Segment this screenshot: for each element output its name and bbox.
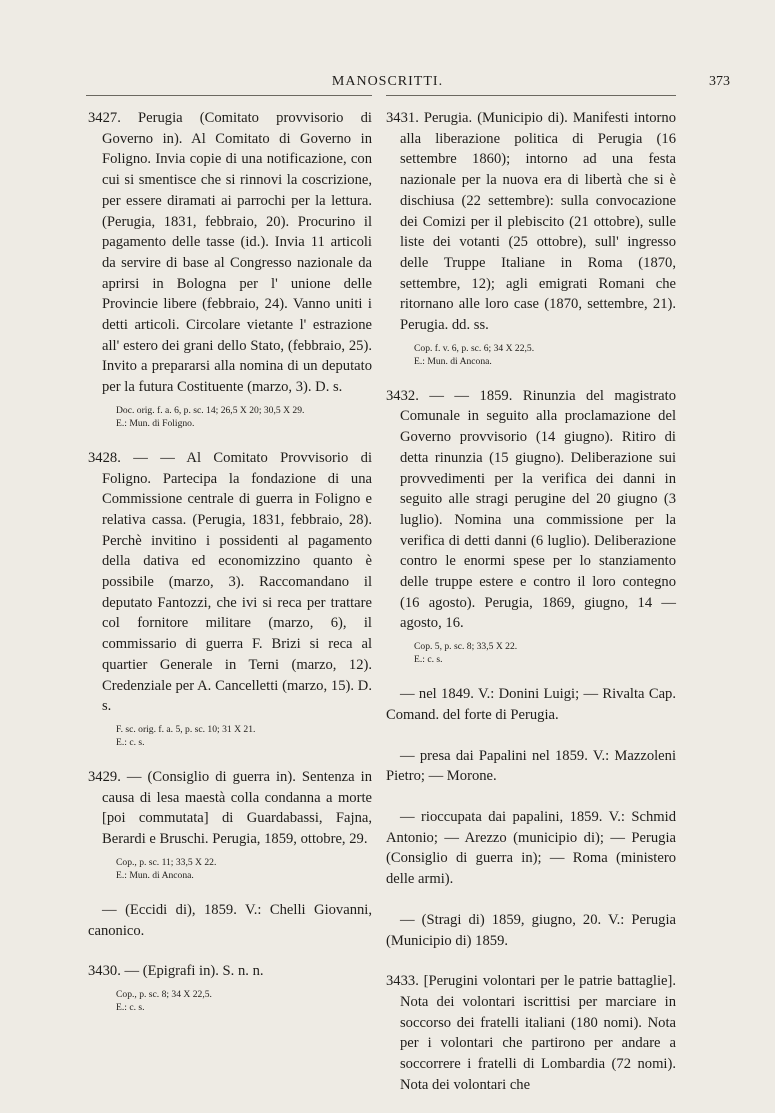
entry-text: 3432. — — 1859. Rinunzia del magistrato Comunale in seguito alla proclamazione del Governo provvisorio (14 giugno). Ritiro di detta rinunzia (15 giugno). Deliberazione sui provvedimenti per la verifica dei danni in seguito alle stragi perugine del 20 giugno (3 luglio). Nomina una commissione per la verifica di detti danni (6 luglio). Deliberazione contro le enormi spese per lo stanziamento delle truppe estere e contro il loro contegno (16 agosto). Perugia, 1869, giugno, 14 — agosto, 16. [386,387,676,632]
cross-reference-text: — nel 1849. V.: Donini Luigi; — Rivalta Cap. Comand. del forte di Perugia. [386,686,676,723]
page-number: 373 [709,74,730,89]
entry-meta [116,404,372,430]
catalog-entry-3429 [88,767,372,882]
entry-physical-description: Cop. f. v. 6, p. sc. 6; 34 X 22,5. [414,342,535,354]
left-column [88,108,372,1032]
cross-reference-text: — rioccupata dai papalini, 1859. V.: Schmid Antonio; — Arezzo (municipio di); — Perugia (Consiglio di guerra in); — Roma (ministero delle armi). [386,808,676,888]
entry-meta [116,723,372,749]
entry-text: 3429. — (Consiglio di guerra in). Sentenza in causa di lesa maestà colla condanna a morte [poi commutata] di Guardabassi, Fajna, Berardi e Bruschi. Perugia, 1859, ottobre, 29. [88,768,372,848]
entry-text: 3430. — (Epigrafi in). S. n. n. [88,963,264,980]
entry-owner: E.: Mun. di Ancona. [116,869,194,881]
entry-owner: E.: Mun. di Ancona. [414,355,492,367]
entry-text: 3428. — — Al Comitato Provvisorio di Foligno. Partecipa la fondazione di una Commissione centrale di guerra in Foligno e relativa cassa. (Perugia, 1831, febbraio, 28). Perchè invitino i possidenti al pagamento della dativa ed economizzino quanto è possibile (marzo, 3). Raccomandano il deputato Fantozzi, che ivi si reca per trattare col fornitore militare (marzo, 6), il commissario di guerra F. Brizi si reca al quartier Generale in Terni (marzo, 12). Credenziale per A. Cancelletti (marzo, 15). D. s. [88,449,372,715]
cross-reference [386,807,676,890]
entry-physical-description: Cop., p. sc. 11; 33,5 X 22. [116,856,217,868]
catalog-entry-3432 [386,386,676,666]
entry-meta [414,342,676,368]
entry-owner: E.: c. s. [414,654,443,666]
entry-physical-description: F. sc. orig. f. a. 5, p. sc. 10; 31 X 21. [116,723,256,735]
cross-reference-text: — presa dai Papalini nel 1859. V.: Mazzoleni Pietro; — Morone. [386,747,676,785]
catalog-entry-3433 [386,971,676,1095]
running-header-title: MANOSCRITTI. [331,74,444,89]
right-column [386,108,676,1113]
entry-text: 3431. Perugia. (Municipio di). Manifesti intorno alla liberazione politica di Perugia (16 settembre 1860); intorno ad una festa nazionale per la nuova era di libertà che si è dischiusa (22 settembre): sulla convocazione dei Comizi per il plebiscito (21 ottobre), sulle liste dei votanti (25 ottobre), sull' ingresso delle Truppe Italiane in Roma (1870, settembre, 12); agli emigrati Romani che ritornano alle loro case (1870, settembre, 21). Perugia. dd. ss. [386,110,676,334]
entry-physical-description: Cop., p. sc. 8; 34 X 22,5. [116,988,212,1000]
entry-meta [116,856,372,882]
cross-reference-text: — (Stragi di) 1859, giugno, 20. V.: Perugia (Municipio di) 1859. [386,911,676,949]
entry-physical-description: Cop. 5, p. sc. 8; 33,5 X 22. [414,641,518,653]
cross-reference [386,910,676,951]
cross-reference [386,746,676,787]
header-rule-right [386,95,676,96]
entry-meta [116,988,372,1014]
catalog-entry-3431 [386,108,676,368]
catalog-entry-3428 [88,448,372,749]
cross-reference-text: — (Eccidi di), 1859. V.: Chelli Giovanni, canonico. [88,901,372,939]
entry-text: 3427. Perugia (Comitato provvisorio di Governo in). Al Comitato di Governo in Foligno. Invia copie di una notificazione, con cui si smentisce che si rinnovi la coscrizione, per essere diramati ai parrochi per la lettura. (Perugia, 1831, febbraio, 20). Procurino il pagamento delle tasse (id.). Invia 11 articoli da servire di base al Congresso nazionale da aprirsi in Bologna per l' unione delle Provincie libere (febbraio, 24). Vanno uniti i detti articoli. Circolare vietante l' estrazione all' estero dei grani dello Stato, (febbraio, 25). Invito a prepararsi alla nomina di un deputato per la futura Costituente (marzo, 3). D. s. [88,110,372,396]
cross-reference [386,684,676,725]
catalog-entry-3427 [88,108,372,430]
catalog-entry-3430 [88,961,372,1014]
entry-owner: E.: c. s. [116,1001,145,1013]
entry-text: 3433. [Perugini volontari per le patrie battaglie]. Nota dei volontari iscrittisi per marciare in soccorso dei fratelli italiani (180 nomi). Nota per i volontari che partirono per andare a soccorrere i fratelli di Lombardia (72 nomi). Nota dei volontari che [386,973,676,1093]
header-rule-left [86,95,372,96]
cross-reference [88,900,372,941]
entry-owner: E.: c. s. [116,736,145,748]
entry-meta [414,640,676,666]
entry-owner: E.: Mun. di Foligno. [116,417,195,429]
entry-physical-description: Doc. orig. f. a. 6, p. sc. 14; 26,5 X 20; 30,5 X 29. [116,404,305,416]
